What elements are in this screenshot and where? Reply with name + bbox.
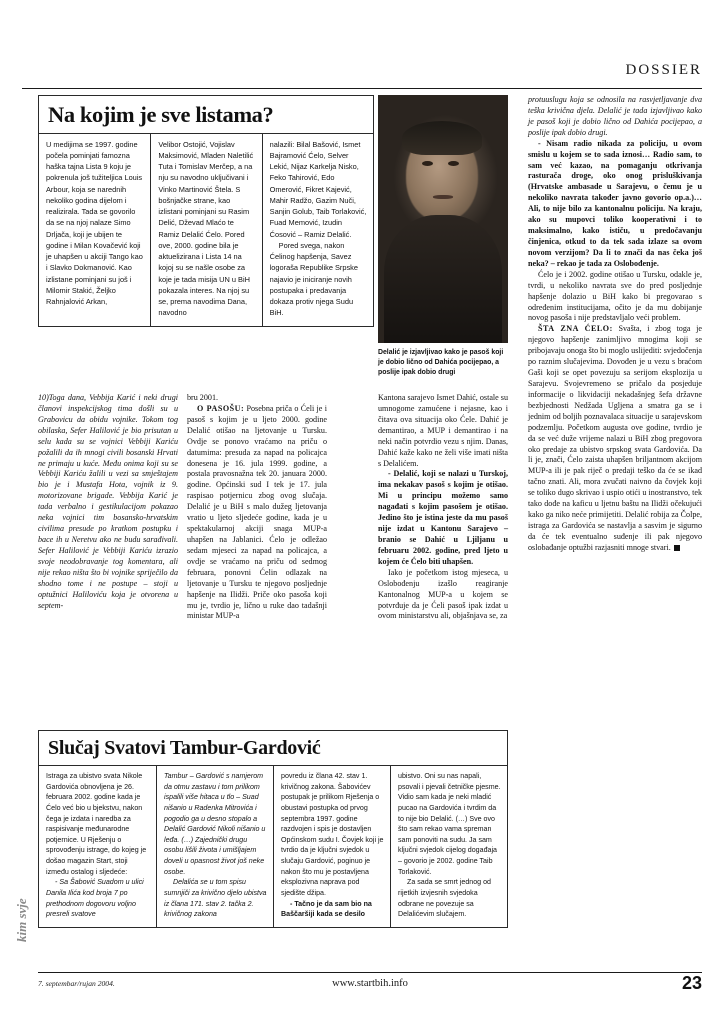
- bottom-box-column: [390, 766, 507, 927]
- paragraph: ubistvo. Oni su nas napali, psovali i pjevali četničke pjesme. Vidio sam kada je neki mladić pucao na Gardovića i tvrdim da to nije bio Delalić. (…) Sve ovo što sam rekao vama spreman sam ponoviti na sudu. Ja sam ključni svjedok cijelog događaja – govorio je 2002. godine Taib Torlaković.: [398, 772, 501, 876]
- paragraph: Tambur – Gardović s namjerom da otmu zastavu i tom prilikom ispalili više hitaca u tlo – Suad nišanio u Radenka Mitrovića i pogodio ga u desno stopalo a Delalić Gardović Nikoli nišanio u leđa. (…) Zajednički drugu osobu lišili života i umišljajem doveli u opasnost život još neke osobe.: [164, 772, 266, 876]
- paragraph: Pored svega, nakon Ćelinog hapšenja, Savez logoraša Republike Srpske najavio je iniciranje novih postupaka i predavanja dokaza protiv njega Sudu BiH.: [269, 240, 358, 318]
- page-footer: [38, 972, 702, 1006]
- photo-caption: Delalić je izjavljivao kako je pasoš koji je dobio lično od Dahića pocijepao, a poslije ipak dobio drugi: [378, 349, 504, 376]
- portrait-photo: [378, 95, 508, 343]
- paragraph-quote: - Delalić, koji se nalazi u Turskoj, ima nekakav pasoš s kojim je otišao. Mi u principu možemo samo nagađati s kojim pasošem je otišao. Jedino što je istina jeste da mu pasoš nije izdat u Kantonu Sarajevo – branio se Dahić u Ljiljanu u februaru 2002. godine, pred ljeto u kojem će Ćelo biti uhapšen.: [378, 469, 508, 566]
- body-column-3: [378, 393, 508, 622]
- paragraph: - Sa Šabović Suadom u ulici Danila Ilića kod broja 7 po prethodnom dogovoru voljno presreli svatove: [46, 878, 144, 919]
- body-column-1: [38, 393, 178, 611]
- paragraph: Kantona sarajevo Ismet Dahić, ostale su umnogome zamućene i nejasne, kao i čitava ova situacija oko Ćele. Dahić je demantirao, a MUP i demantirao i na neki način potvrdio vezu s njim. Danas, Dahić kaže kako ne želi više imati ništa s Delalićem.: [378, 393, 508, 468]
- paragraph-quote: - Tačno je da sam bio na Baščaršiji kada se desilo: [281, 899, 372, 919]
- paragraph: 10)Toga dana, Vebbija Karić i neki drugi članovi inspekcijskog tima došli su u Grabovicu da obidu vojnike. Tokom tog obilaska, Sefer Halilović je bio prisutan u selu kada su se vojnici Vebbiji Kariću požalili da ih mnogi civili bosanski Hrvati ne primaju u kuće. Među onima koji su se Vebbiji Kariću žalili u vezi sa smještajem bio je i Mustafa Hota, vojnik iz 9. motorizovane brigade. Vebbija Karić je tada verbalno i gestikulacijom pokazao neka vojnici tim bosansko-hrvatskim civilima presude po kratkom postupku i bace ih u Neretvu ako ne budu sarađivali. Sefer Halilović je Vebbiji Kariću izrazio svoje neodobravanje tog komentara, ali nije rekao ništa što bi vojnike spriječilo da shodno tome i ne postupe – stoji u optužnici Haliloviću koja je otvorena u septem-: [38, 393, 178, 610]
- bottom-box-column: [273, 766, 390, 927]
- paragraph: protuuslugu koja se odnosila na rasvjetljavanje dva teška krivična djela. Delalić je tada izjavljivao kako je pasoš koji je dobio lično od Dahića pocijepao, a poslije ipak dobio drugi.: [528, 95, 702, 137]
- photo-hair-detail: [402, 121, 482, 155]
- footer-page-number: 23: [681, 973, 702, 993]
- paragraph: Posebna priča o Ćeli je i pasoš s kojim je u ljeto 2000. godine Delalić otišao na ljetovanje u Tursku. Ovdje se ponovo vraćamo na priču o datumima: presuda za napad na policajca donesena je 16. jula 1999. godine, a postala pravosnažna tek 20. januara 2000. godine. Općinski sud I tek je 17. jula raspisao potjernicu zbog ovog slučaja. Delalić je u BiH s malo dužeg ljetovanja vratio u ljeto sljedeće godine, kada je u spektakularnoj akciji snaga MUP-a uhapšen na Jablanici. Ćelo je odležao sedam mjeseci za napad na policajca, a ovdje se vraćamo na priču od sedmog februara, ponovni Ćelin odlazak na ljetovanje u Tursku te njegovo posljednje hapšenje na Ilidži. Priče oko pasoša koji mu je, tvrdio je, lično u ruke dao tadašnji ministar MUP-a: [187, 403, 327, 621]
- paragraph: nalazili: Bilal Bašović, Ismet Bajramović Ćelo, Selver Lekić, Nijaz Karkelja Nisko, Feko Tahirović, Edo Omerović, Fikret Kajević, Mahir Radžo, Gazim Nuči, Sanjin Golub, Taib Torlaković, Fuad Memović, Izudin Ćosović – Ramiz Delalić.: [269, 139, 367, 239]
- footer-url[interactable]: www.startbih.info: [332, 978, 408, 989]
- article-photo-block: [378, 95, 508, 378]
- paragraph: Svašta, i zbog toga je njegovo hapšenje zanimljivo mnogima koji se pribojavaju onoga što bi moglo uslijediti: svjedočenja po raznim slučajevima. Dovođen je u vezu s braćom Gaši koji se opet povezuju sa serijom eksplozija u Sarajevu. Svojevremeno se pričalo da posjeduje informacije o likvidaciji nekadašnjeg šefa državne bezbjednosti Nedžada Ugljena a smatra ga se i jednim od boljih poznavalaca situacije u sarajevskom podzemlju. Početkom augusta ove godine, tvrdio je da se već duže vrijeme nalazi u BiH zbog pregovora oko predaje za ubistvo srpskog svata Gardovića. Da li je, znači, Ćelo zaista uhapšen briljantnom akcijom MUP-a ili je pak riječ o predaji teško da će se ikad tačno znati. Ali, mora zvučati naivno da čovjek koji se toliko dugo skrivao i uspio otići u inostranstvo, tek tako dođe na kaficu u ljetnu baštu na Ilidži očekujući kako ga niko neće primijetiti. Delalić robija za Čolpe, istraga za Gardovića se nastavlja a sasvim je sigurno da će tek eventualno suđenje ili pak njegovo oslobađanje optužbi razjasniti mnoge stvari.: [528, 324, 702, 552]
- paragraph: Istraga za ubistvo svata Nikole Gardovića obnovljena je 26. februara 2002. godine kada je Ćelo već bio u bjekstvu, nakon čega je izdata i naredba za raspisivanje međunarodne potjernice. U Rješenju o sprovođenju istrage, do kojeg je došao magazin Start, stoji između ostalog i sljedeće:: [46, 772, 147, 876]
- sidebar-box-listama: [38, 95, 374, 327]
- section-label: DOSSIER: [625, 62, 702, 78]
- paragraph: U medijima se 1997. godine počela pominjati famozna haška tajna Lista 9 koju je pokrenula još tužiteljica Louis Arbour, koja se narednih nekoliko godina dijelom i realizirala. Tada se govorilo da se na njoj nalaze Simo Drljača, koji je ubijen te godine i Milan Kovačević koji je uhapšen u akciji Tango kao i Slavko Dokmanović. Kao izlistane pominjani su još i Milomir Stakić, Željko Rahnjalović Arkan,: [46, 139, 143, 307]
- end-mark-icon: [674, 545, 680, 551]
- subhead-pasosu: O PASOŠU:: [197, 403, 245, 413]
- paragraph: Za sada se smrt jednog od rijetkih izvjesnih svjedoka odbrane ne povezuje sa Delalićevim slučajem.: [398, 878, 491, 919]
- paragraph: Iako je početkom istog mjeseca, u Oslobođenju izašlo reagiranje Kantonalnog MUP-a u kojem se potvrđuje da je Ćeli pasoš ipak izdat u ovom ministarstvu ali, objašnjava se, za: [378, 567, 508, 621]
- photo-mouth: [433, 195, 453, 199]
- bottom-box-title: Slučaj Svatovi Tambur-Gardović: [39, 731, 507, 766]
- bottom-box-slucaj: [38, 730, 508, 928]
- sidebar-box-title: Na kojim je sve listama?: [39, 96, 373, 134]
- bottom-box-column: [39, 766, 156, 927]
- photo-eye-left: [422, 161, 433, 166]
- body-column-4: [528, 95, 702, 554]
- page-masthead: [22, 62, 702, 89]
- page-edge-scrap: [8, 762, 36, 952]
- paragraph: povredu iz člana 42. stav 1. krivičnog zakona. Šabovićev postupak je prilikom Rješenja o obustavi postupka od prvog septembra 1997. godine razdvojen i spis je dostavljen Općinskom sudu I. Čovjek koji je tvrdio da je ključni svjedok u slučaju Gardović, poginuo je nakon što mu je postavljena eksplozivna naprava pod sjedište džipa.: [281, 772, 384, 898]
- edge-scrap-text: kim svje: [14, 898, 29, 942]
- sidebar-box-columns: [39, 134, 373, 326]
- bottom-box-column: [156, 766, 273, 927]
- paragraph: Ćelo je i 2002. godine otišao u Tursku, odakle je, tvrdi, u nekoliko navrata sve do pred posljednje hapšenje dolazio u BiH kako bi pregovarao s određenim institucijama, očito je da mu dobijanje novog pasoša i nije predstavljalo veći problem.: [528, 269, 702, 323]
- sidebar-box-column: [262, 134, 373, 326]
- bottom-box-columns: [39, 766, 507, 927]
- sidebar-box-column: [150, 134, 261, 326]
- body-column-2: [187, 393, 327, 622]
- photo-eye-right: [448, 161, 459, 166]
- paragraph: bru 2001.: [187, 393, 219, 402]
- paragraph-quote: - Nisam radio nikada za policiju, u ovom smislu u kojem se to sada iznosi… Radio sam, to sam već kazao, na pomaganju otkrivanja rasturača droge, oko onog prisluškivanja (Hrvatske ambasade u Sarajevu, o čemu je u nekoliko navrata također javno govorio op.a.)… Ali, to nije bilo za kantonalnu policiju. Na kraju, ako su mupovci toliko kooperativni i to maksimalno, kako ističu, u predočavanju činjenica, otkud to da tek sada izlaze sa ovom novom verzijom? Da li to znači da nas čeka još neka? – rekao je tada za Oslobođenje.: [528, 138, 702, 268]
- subhead-sta-zna-celo: ŠTA ZNA ĆELO:: [538, 324, 613, 334]
- footer-date: 7. septembar/rujan 2004.: [38, 979, 115, 988]
- paragraph: Velibor Ostojić, Vojislav Maksimović, Mladen Naletilić Tuta i Tomislav Merčep, a na nju su navodno uključivani i Vinko Martinović Štela. S bošnjačke strane, kao izlistani pominjani su Rasim Delić, Dževad Mlaćo te Ramiz Delalić Ćelo. Pored ove, 2000. godine bila je aktuelizirana i Lista 14 na kojoj su se našle osobe za koje je tada misija UN u BiH pokazala interes. Na njoj su se, prema navodima Dana, navodno: [158, 139, 254, 318]
- paragraph: Delalića se u tom spisu sumnjiči za krivično djelo ubistva iz člana 171. stav 2. tačka 2. krivičnog zakona: [164, 878, 267, 919]
- sidebar-box-column: [39, 134, 150, 326]
